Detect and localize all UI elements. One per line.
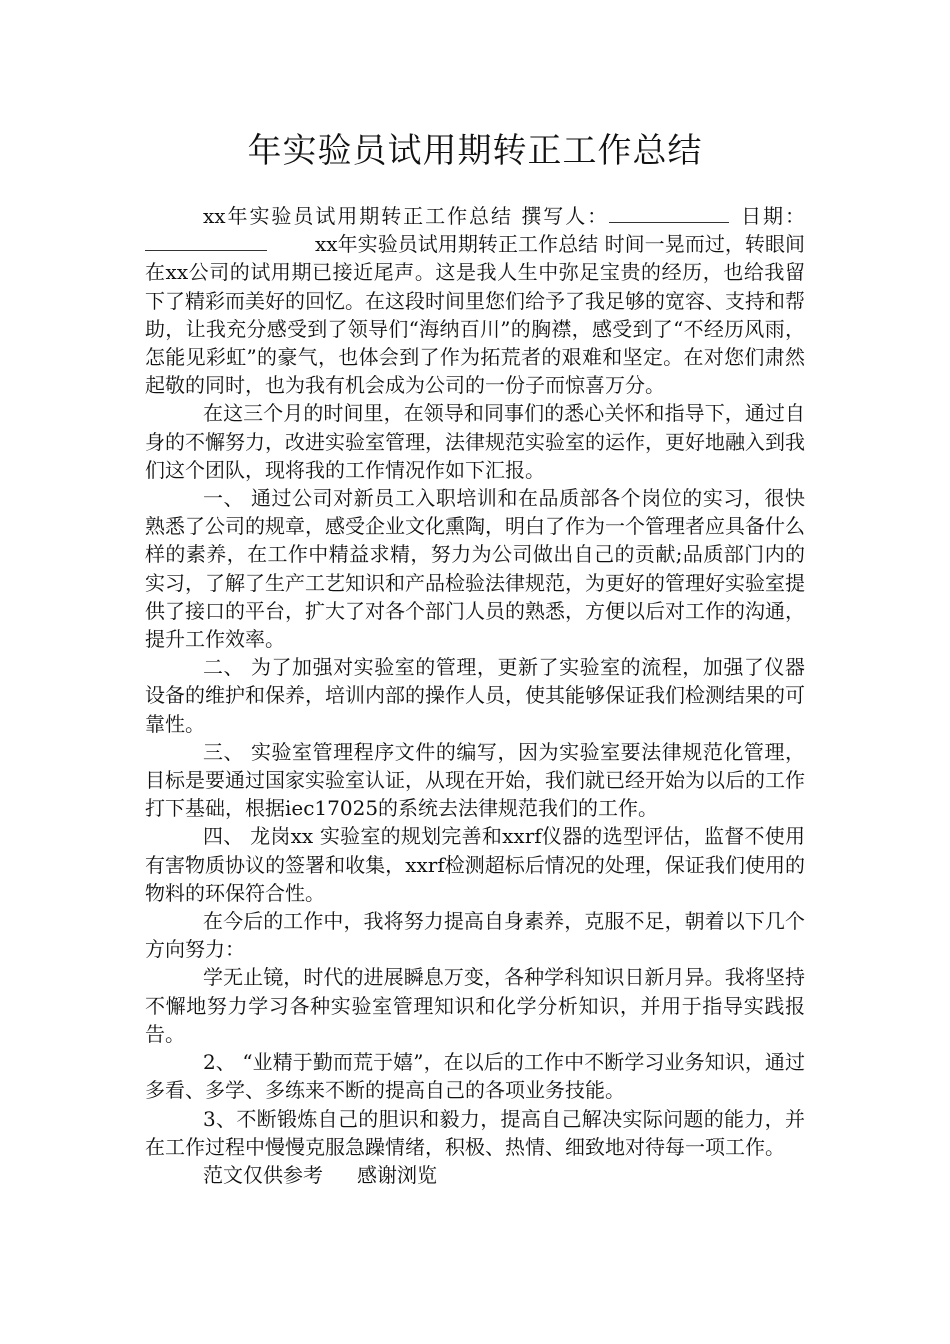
body-paragraph: 3、不断锻炼自己的胆识和毅力，提高自己解决实际问题的能力，并在工作过程中慢慢克服急躁情绪，积极、热情、细致地对待每一项工作。 (145, 1106, 805, 1159)
body-paragraph: 四、 龙岗xx 实验室的规划完善和xxrf仪器的选型评估，监督不使用有害物质协议的签署和收集，xxrf检测超标后情况的处理，保证我们使用的物料的环保符合性。 (145, 824, 805, 905)
document-page (145, 126, 805, 1189)
body-paragraph: 在这三个月的时间里，在领导和同事们的悉心关怀和指导下，通过自身的不懈努力，改进实验室管理，法律规范实验室的运作，更好地融入到我们这个团队，现将我的工作情况作如下汇报。 (145, 401, 805, 482)
body-paragraph: 一、 通过公司对新员工入职培训和在品质部各个岗位的实习，很快熟悉了公司的规章，感受企业文化熏陶，明白了作为一个管理者应具备什么样的素养，在工作中精益求精，努力为公司做出自己的贡献;品质部门内的实习，了解了生产工艺知识和产品检验法律规范，为更好的管理好实验室提供了接口的平台，扩大了对各个部门人员的熟悉，方便以后对工作的沟通，提升工作效率。 (145, 486, 805, 652)
footer-note-right: 感谢浏览 (357, 1162, 437, 1187)
footer-note-left: 范文仅供参考 (203, 1162, 323, 1187)
body-paragraph: 三、 实验室管理程序文件的编写，因为实验室要法律规范化管理，目标是要通过国家实验室认证，从现在开始，我们就已经开始为以后的工作打下基础，根据iec17025的系统去法律规范我们的工作。 (145, 739, 805, 821)
intro-paragraph (145, 202, 805, 399)
intro-text: xx年实验员试用期转正工作总结 时间一晃而过，转眼间在xx公司的试用期已接近尾声。这是我人生中弥足宝贵的经历，也给我留下了精彩而美好的回忆。在这段时间里您们给予了我足够的宽容、支持和帮助，让我充分感受到了领导们“海纳百川”的胸襟，感受到了“不经历风雨，怎能见彩虹”的豪气，也体会到了作为拓荒者的艰难和坚定。在对您们肃然起敬的同时，也为我有机会成为公司的一份子而惊喜万分。 (145, 232, 805, 398)
footer-line (145, 1161, 805, 1189)
body-paragraph: 学无止镜，时代的进展瞬息万变，各种学科知识日新月异。我将坚持不懈地努力学习各种实验室管理知识和化学分析知识，并用于指导实践报告。 (145, 965, 805, 1046)
document-body (145, 202, 805, 1189)
intro-lead: xx年实验员试用期转正工作总结 撰写人： (203, 204, 610, 228)
date-label: 日期： (739, 204, 805, 228)
author-blank (609, 202, 729, 223)
body-paragraph: 2、 “业精于勤而荒于嬉”，在以后的工作中不断学习业务知识，通过多看、多学、多练来不断的提高自己的各项业务技能。 (145, 1050, 805, 1103)
body-paragraph: 在今后的工作中，我将努力提高自身素养，克服不足，朝着以下几个方向努力： (145, 909, 805, 962)
document-title: 年实验员试用期转正工作总结 (247, 131, 703, 171)
date-blank (145, 230, 267, 251)
body-paragraph: 二、 为了加强对实验室的管理，更新了实验室的流程，加强了仪器设备的维护和保养，培训内部的操作人员，使其能够保证我们检测结果的可靠性。 (145, 655, 805, 736)
